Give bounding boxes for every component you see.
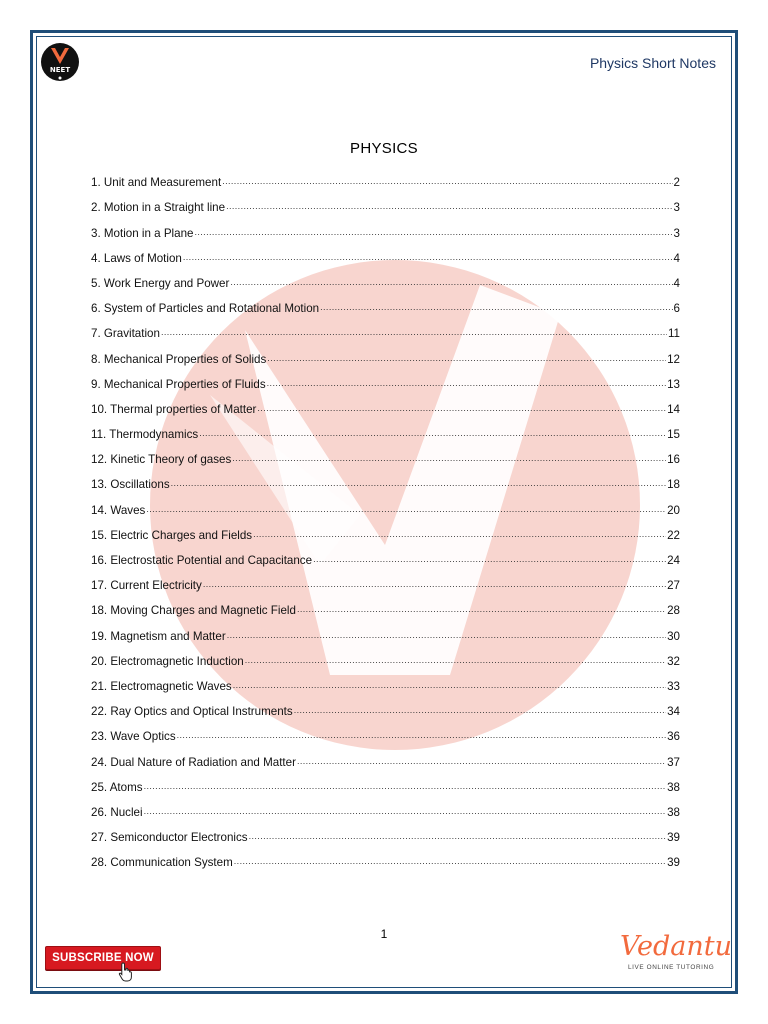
toc-entry[interactable] xyxy=(91,743,680,768)
dot-leader xyxy=(267,376,666,389)
toc-entry-page: 18 xyxy=(667,478,680,492)
toc-entry-page: 3 xyxy=(673,201,680,215)
toc-entry-page: 14 xyxy=(667,402,680,416)
dot-leader xyxy=(199,426,666,439)
toc-entry-title: 21. Electromagnetic Waves xyxy=(91,679,232,693)
toc-entry-page: 12 xyxy=(667,352,680,366)
toc-entry[interactable] xyxy=(91,718,680,743)
toc-entry[interactable] xyxy=(91,164,680,189)
toc-entry-title: 15. Electric Charges and Fields xyxy=(91,528,253,542)
toc-entry[interactable] xyxy=(91,592,680,617)
toc-entry[interactable] xyxy=(91,668,680,693)
dot-leader xyxy=(177,728,666,741)
toc-entry-page: 38 xyxy=(667,805,680,819)
toc-entry-page: 2 xyxy=(673,176,680,190)
dot-leader xyxy=(232,451,666,464)
neet-logo xyxy=(40,42,80,82)
toc-entry[interactable] xyxy=(91,769,680,794)
toc-entry[interactable] xyxy=(91,491,680,516)
dot-leader xyxy=(294,703,666,716)
toc-entry[interactable] xyxy=(91,643,680,668)
toc-entry-page: 37 xyxy=(667,755,680,769)
dot-leader xyxy=(253,527,666,540)
toc-entry-title: 19. Magnetism and Matter xyxy=(91,629,226,643)
toc-entry[interactable] xyxy=(91,466,680,491)
toc-entry-page: 38 xyxy=(667,780,680,794)
toc-entry-title: 3. Motion in a Plane xyxy=(91,226,194,240)
subscribe-button[interactable]: SUBSCRIBE NOW xyxy=(45,946,161,970)
dot-leader xyxy=(146,502,666,515)
toc-entry-title: 24. Dual Nature of Radiation and Matter xyxy=(91,755,296,769)
toc-entry-page: 33 xyxy=(667,679,680,693)
toc-entry-title: 13. Oscillations xyxy=(91,478,170,492)
toc-entry-title: 2. Motion in a Straight line xyxy=(91,201,226,215)
toc-entry-title: 12. Kinetic Theory of gases xyxy=(91,453,232,467)
toc-entry[interactable] xyxy=(91,567,680,592)
toc-entry-title: 16. Electrostatic Potential and Capacitance xyxy=(91,554,313,567)
table-of-contents xyxy=(91,164,680,869)
toc-entry-title: 6. System of Particles and Rotational Motion xyxy=(91,302,320,316)
dot-leader xyxy=(234,854,666,867)
toc-entry[interactable] xyxy=(91,290,680,315)
dot-leader xyxy=(249,829,667,842)
toc-entry-title: 18. Moving Charges and Magnetic Field xyxy=(91,604,296,618)
toc-entry[interactable] xyxy=(91,416,680,441)
toc-entry-page: 11 xyxy=(667,327,680,341)
toc-entry-title: 22. Ray Optics and Optical Instruments xyxy=(91,705,293,719)
toc-entry-page: 13 xyxy=(667,377,680,391)
page-number: 1 xyxy=(380,927,388,941)
toc-entry-page: 28 xyxy=(667,604,680,618)
toc-entry-page: 4 xyxy=(673,276,680,290)
toc-entry-title: 23. Wave Optics xyxy=(91,730,176,744)
vedantu-wordmark: Vedantu xyxy=(620,931,733,962)
toc-entry-title: 17. Current Electricity xyxy=(91,579,202,593)
dot-leader xyxy=(144,804,667,817)
dot-leader xyxy=(227,628,666,641)
toc-entry-title: 1. Unit and Measurement xyxy=(91,176,222,190)
toc-entry-title: 11. Thermodynamics xyxy=(91,428,199,442)
toc-entry[interactable] xyxy=(91,441,680,466)
logo-text: NEET xyxy=(49,66,71,74)
toc-entry[interactable] xyxy=(91,265,680,290)
toc-entry-title: 28. Communication System xyxy=(91,856,233,870)
toc-entry-page: 3 xyxy=(673,226,680,240)
dot-leader xyxy=(320,300,672,313)
toc-entry[interactable] xyxy=(91,391,680,416)
dot-leader xyxy=(245,653,666,666)
toc-entry-title: 14. Waves xyxy=(91,503,146,517)
toc-entry[interactable] xyxy=(91,617,680,642)
dot-leader xyxy=(183,250,673,263)
toc-entry[interactable] xyxy=(91,693,680,718)
toc-entry[interactable] xyxy=(91,794,680,819)
toc-heading: PHYSICS xyxy=(350,140,418,157)
toc-entry-page: 27 xyxy=(667,579,680,593)
toc-entry[interactable] xyxy=(91,214,680,239)
dot-leader xyxy=(171,476,666,489)
toc-entry-page: 24 xyxy=(667,554,680,567)
header-title: Physics Short Notes xyxy=(589,55,716,71)
dot-leader xyxy=(257,401,666,414)
dot-leader xyxy=(226,199,672,212)
toc-entry[interactable] xyxy=(91,844,680,869)
toc-entry[interactable] xyxy=(91,542,680,567)
toc-entry-title: 20. Electromagnetic Induction xyxy=(91,654,244,668)
toc-entry-page: 20 xyxy=(667,503,680,517)
dot-leader xyxy=(233,678,666,691)
toc-entry-page: 34 xyxy=(667,705,680,719)
toc-entry-page: 6 xyxy=(673,302,680,316)
toc-entry[interactable] xyxy=(91,315,680,340)
dot-leader xyxy=(203,577,666,590)
toc-entry-page: 15 xyxy=(667,428,680,442)
dot-leader xyxy=(313,552,666,565)
dot-leader xyxy=(230,275,672,288)
toc-entry-title: 26. Nuclei xyxy=(91,805,143,819)
vedantu-logo xyxy=(620,931,733,976)
dot-leader xyxy=(222,174,672,187)
dot-leader xyxy=(161,325,667,338)
toc-entry-page: 39 xyxy=(667,856,680,870)
toc-entry[interactable] xyxy=(91,517,680,542)
toc-entry[interactable] xyxy=(91,240,680,265)
toc-entry-title: 4. Laws of Motion xyxy=(91,251,182,265)
toc-entry[interactable] xyxy=(91,819,680,844)
vedantu-tagline: LIVE ONLINE TUTORING xyxy=(628,964,715,971)
toc-entry[interactable] xyxy=(91,340,680,365)
toc-entry-page: 39 xyxy=(667,831,680,845)
toc-entry-title: 27. Semiconductor Electronics xyxy=(91,831,248,845)
toc-entry-page: 16 xyxy=(667,453,680,467)
dot-leader xyxy=(194,225,672,238)
dot-leader xyxy=(144,779,667,792)
toc-entry-title: 9. Mechanical Properties of Fluids xyxy=(91,377,266,391)
toc-entry[interactable] xyxy=(91,366,680,391)
toc-entry-page: 22 xyxy=(667,528,680,542)
dot-leader xyxy=(267,351,666,364)
toc-entry[interactable] xyxy=(91,189,680,214)
toc-entry-title: 25. Atoms xyxy=(91,780,143,794)
hand-cursor-icon xyxy=(118,962,134,982)
toc-entry-page: 4 xyxy=(673,251,680,265)
toc-entry-page: 32 xyxy=(667,654,680,668)
toc-entry-title: 5. Work Energy and Power xyxy=(91,276,230,290)
dot-leader xyxy=(297,602,666,615)
toc-entry-title: 7. Gravitation xyxy=(91,327,160,341)
dot-leader xyxy=(297,754,666,767)
toc-entry-page: 36 xyxy=(667,730,680,744)
toc-entry-title: 10. Thermal properties of Matter xyxy=(91,402,257,416)
toc-entry-page: 30 xyxy=(667,629,680,643)
toc-entry-title: 8. Mechanical Properties of Solids xyxy=(91,352,267,366)
